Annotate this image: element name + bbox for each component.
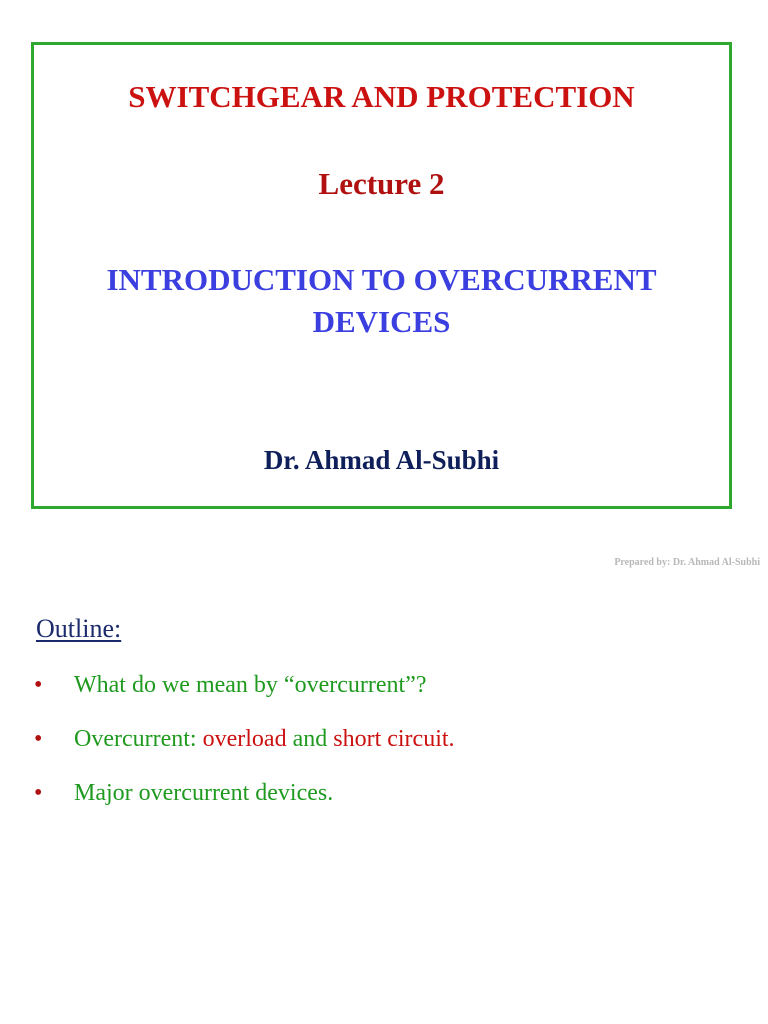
prepared-by-footer: Prepared by: Dr. Ahmad Al-Subhi [614,557,760,568]
outline-item-text-part: Major overcurrent devices. [74,780,334,806]
outline-heading: Outline: [36,614,122,643]
course-title: SWITCHGEAR AND PROTECTION [128,79,635,114]
highlight-overload: overload [202,726,287,752]
lecture-number: Lecture 2 [318,166,445,201]
outline-item-text-part: and [286,726,334,752]
outline-item-text [74,726,455,753]
highlight-short-circuit: short circuit [333,726,449,752]
outline-item-text [74,780,333,807]
outline-item-period: . [448,726,455,752]
title-box [31,42,732,509]
bullet-icon: • [34,780,43,806]
lecture-topic-line-1: INTRODUCTION TO OVERCURRENT [106,262,657,297]
outline-item-text-part: What do we mean by “overcurrent”? [74,672,427,698]
outline-item-text-part: Overcurrent: [74,726,203,752]
lecture-topic-line-2: DEVICES [312,304,451,339]
lecturer-name: Dr. Ahmad Al-Subhi [263,445,500,475]
bullet-icon: • [34,672,43,698]
lecture-topic [34,259,729,343]
outline-item-text [74,672,427,699]
bullet-icon: • [34,726,43,752]
